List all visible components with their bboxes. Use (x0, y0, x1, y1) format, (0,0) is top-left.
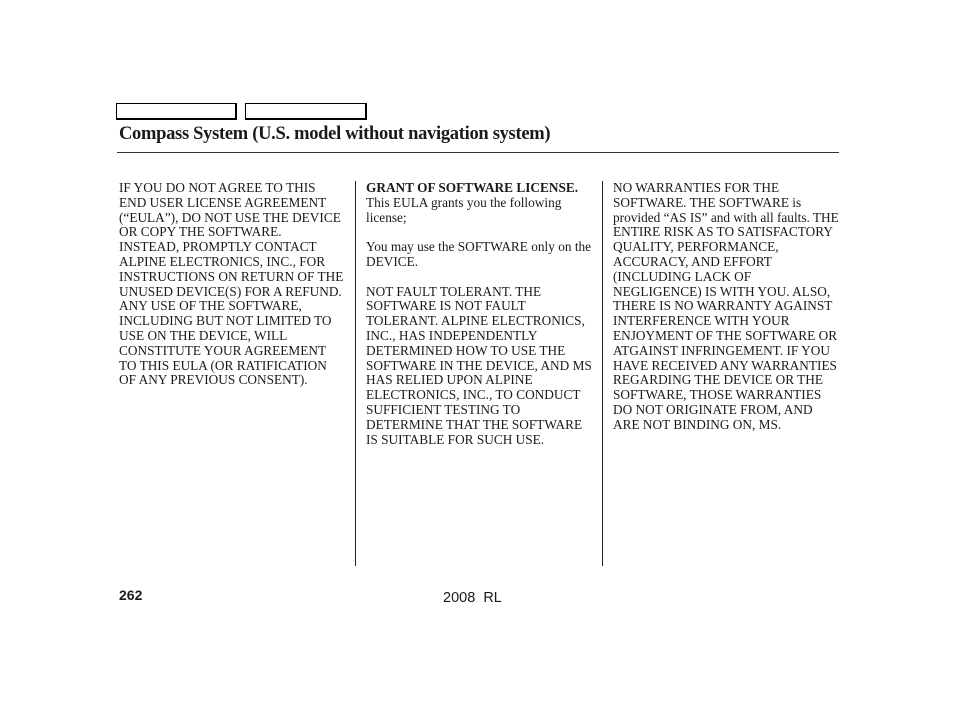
column-divider (355, 181, 356, 566)
table-of-contents-button[interactable] (245, 103, 367, 120)
text-column-2 (366, 181, 592, 462)
grant-license-heading: GRANT OF SOFTWARE LICENSE. (366, 180, 579, 195)
title-divider (117, 152, 839, 153)
main-menu-button[interactable] (116, 103, 237, 120)
no-warranties-paragraph: NO WARRANTIES FOR THE SOFTWARE. THE SOFTWARE is provided “AS IS” and with all faults. THE ENTIRE RISK AS TO SATISFACTORY QUALITY, PERFORMANCE, ACCURACY, AND EFFORT (INCLUDING LACK OF NEGLIGENCE) IS WITH YOU. ALSO, THERE IS NO WARRANTY AGAINST INTERFERENCE WITH YOUR ENJOYMENT OF THE SOFTWARE OR ATGAINST INFRINGEMENT. IF YOU HAVE RECEIVED ANY WARRANTIES REGARDING THE DEVICE OR THE SOFTWARE, THOSE WARRANTIES DO NOT ORIGINATE FROM, AND ARE NOT BINDING ON, MS. (613, 180, 839, 432)
vehicle-model-label: 2008 RL (443, 590, 502, 606)
text-column-1 (119, 181, 345, 403)
column-divider (602, 181, 603, 566)
grant-license-paragraph (366, 181, 592, 225)
device-use-paragraph: You may use the SOFTWARE only on the DEVICE. (366, 239, 592, 269)
grant-license-text: This EULA grants you the following license; (366, 194, 562, 225)
eula-disagree-paragraph: IF YOU DO NOT AGREE TO THIS END USER LICENSE AGREEMENT (“EULA”), DO NOT USE THE DEVICE OR COPY THE SOFTWARE. INSTEAD, PROMPTLY CONTACT ALPINE ELECTRONICS, INC., FOR INSTRUCTIONS ON RETURN OF THE UNUSED DEVICE(S) FOR A REFUND. ANY USE OF THE SOFTWARE, INCLUDING BUT NOT LIMITED TO USE ON THE DEVICE, WILL CONSTITUTE YOUR AGREEMENT TO THIS EULA (OR RATIFICATION OF ANY PREVIOUS CONSENT). (119, 180, 344, 388)
page-number: 262 (119, 587, 143, 603)
page-title: Compass System (U.S. model without navigation system) (119, 124, 551, 144)
text-column-3 (613, 181, 839, 447)
fault-tolerance-paragraph: NOT FAULT TOLERANT. THE SOFTWARE IS NOT FAULT TOLERANT. ALPINE ELECTRONICS, INC., HAS INDEPENDENTLY DETERMINED HOW TO USE THE SOFTWARE IN THE DEVICE, AND MS HAS RELIED UPON ALPINE ELECTRONICS, INC., TO CONDUCT SUFFICIENT TESTING TO DETERMINE THAT THE SOFTWARE IS SUITABLE FOR SUCH USE. (366, 283, 592, 447)
